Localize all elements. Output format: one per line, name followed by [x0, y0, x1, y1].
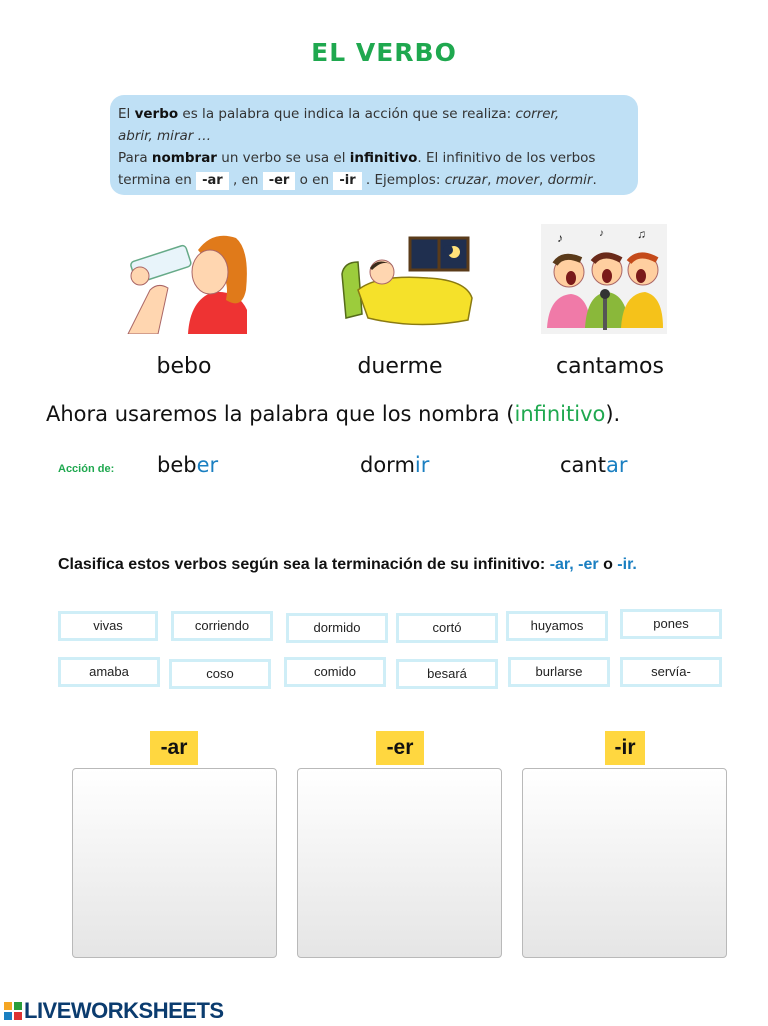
singing-children-image	[541, 224, 667, 334]
drop-zone-er[interactable]	[297, 768, 502, 958]
svg-text:♪: ♪	[599, 228, 604, 239]
caption-cantamos: cantamos	[556, 354, 664, 379]
word-chip[interactable]: cortó	[396, 613, 498, 643]
drop-zone-ar[interactable]	[72, 768, 277, 958]
category-tag-ir: -ir	[605, 731, 645, 765]
word-chip[interactable]: comido	[284, 657, 386, 687]
definition-line-2: abrir, mirar …	[118, 128, 212, 144]
infinitive-dormir: dormir	[360, 453, 430, 477]
word-chip[interactable]: burlarse	[508, 657, 610, 687]
svg-text:♫: ♫	[637, 227, 646, 241]
word-chip[interactable]: dormido	[286, 613, 388, 643]
sleeping-child-image	[338, 234, 478, 330]
caption-duerme: duerme	[357, 354, 443, 379]
liveworksheets-logo-icon	[4, 1000, 22, 1018]
word-chip[interactable]: servía-	[620, 657, 722, 687]
infinitive-cantar: cantar	[560, 453, 628, 477]
accion-label: Acción de:	[58, 463, 115, 475]
infinitive-beber: beber	[157, 453, 219, 477]
chip-ir: -ir	[333, 172, 361, 190]
definition-box	[110, 95, 638, 195]
svg-text:♪: ♪	[557, 231, 563, 245]
page-title: EL VERBO	[311, 38, 457, 67]
category-tag-er: -er	[376, 731, 424, 765]
caption-bebo: bebo	[156, 354, 212, 379]
word-chip[interactable]: corriendo	[171, 611, 273, 641]
drinking-person-image	[118, 230, 248, 334]
word-chip[interactable]: coso	[169, 659, 271, 689]
chip-er: -er	[263, 172, 296, 190]
definition-line-4: termina en -ar , en -er o en -ir . Ejemplos: cruzar, mover, dormir.	[118, 172, 597, 188]
definition-line-1: El verbo es la palabra que indica la acción que se realiza: correr,	[118, 106, 560, 122]
chip-ar: -ar	[196, 172, 229, 190]
drop-zone-ir[interactable]	[522, 768, 727, 958]
word-chip[interactable]: pones	[620, 609, 722, 639]
classify-instruction: Clasifica estos verbos según sea la terminación de su infinitivo: -ar, -er o -ir.	[58, 556, 637, 573]
definition-line-3: Para nombrar un verbo se usa el infinitivo. El infinitivo de los verbos	[118, 150, 596, 166]
word-chip[interactable]: amaba	[58, 657, 160, 687]
word-chip[interactable]: vivas	[58, 611, 158, 641]
instruction-text: Ahora usaremos la palabra que los nombra (infinitivo).	[46, 402, 621, 426]
liveworksheets-logo: LIVEWORKSHEETS	[4, 998, 224, 1024]
word-chip[interactable]: besará	[396, 659, 498, 689]
word-chip[interactable]: huyamos	[506, 611, 608, 641]
category-tag-ar: -ar	[150, 731, 198, 765]
